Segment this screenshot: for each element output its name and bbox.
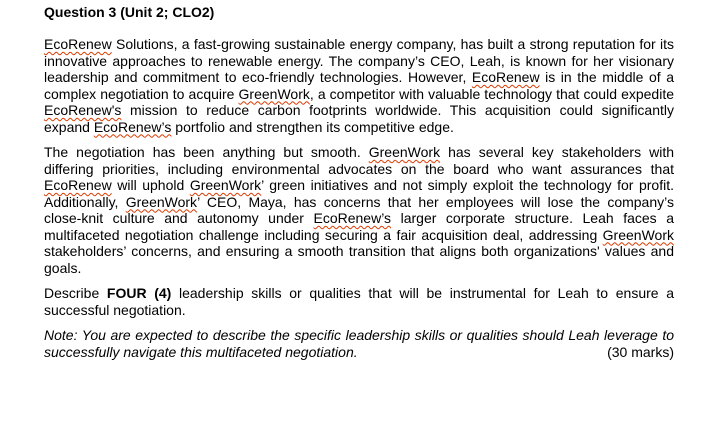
brand-name-ecorenew: EcoRenew’s [313,210,392,226]
brand-name-greenwork: GreenWork [602,226,674,243]
paragraph-text: mission to reduce carbon footprints worldwide. This acquisition could significantly expand [44,102,674,135]
brand-name-greenwork: GreenWork [238,85,310,102]
paragraph-text: will uphold [111,177,190,193]
skill-count: FOUR (4) [106,285,172,301]
paragraph-text: leadership skills or qualities that will be instrumental for Leah to ensure a successful negotiation. [44,285,674,318]
task-instruction [44,285,674,318]
scenario-paragraph-2 [44,144,674,276]
brand-name-ecorenew: EcoRenew [44,36,112,52]
scenario-paragraph-1 [44,36,674,135]
question-document [44,4,674,360]
marks-label: (30 marks) [607,343,674,360]
paragraph-text: Describe [44,285,107,301]
paragraph-text: ’ CEO, Maya, has concerns that her employees will lose the company’s close-knit culture and autonomy under [44,193,674,226]
brand-name-ecorenew: EcoRenew [471,69,540,85]
brand-name-ecorenew: EcoRenew [44,177,112,193]
paragraph-text: The negotiation has been anything but smooth. [44,144,369,160]
brand-name-greenwork: GreenWork [125,193,198,210]
note-paragraph [44,327,674,360]
brand-name-ecorenew: EcoRenew's [44,102,122,118]
paragraph-text: , a competitor with valuable technology that could expedite [309,85,674,102]
brand-name-ecorenew: EcoRenew’s [93,118,172,135]
paragraph-text: portfolio and strengthen its competitive edge. [171,118,454,135]
note-text: Note: You are expected to describe the specific leadership skills or qualities should Leah leverage to successfully navigate this multifaceted negotiation. [44,327,674,360]
question-title: Question 3 (Unit 2; CLO2) [44,4,215,20]
brand-name-greenwork: GreenWork [189,177,262,193]
paragraph-text: ’ green initiatives and not simply exploit the technology for profit. Additionally, [44,177,674,210]
paragraph-text: stakeholders’ concerns, and ensuring a smooth transition that aligns both organizations' values and goals. [44,243,674,276]
paragraph-text: has several key stakeholders with differing priorities, including environmental advocates on the board who want assurances that [44,144,674,177]
paragraph-text: is in the middle of a complex negotiation to acquire [44,69,674,102]
paragraph-text: larger corporate structure. Leah faces a multifaceted negotiation challenge including securing a fair acquisition deal, addressing [44,210,674,243]
paragraph-text: Solutions, a fast-growing sustainable energy company, has built a strong reputation for its innovative approaches to renewable energy. The company’s CEO, Leah, is known for her visionary leadership and commitment to eco-friendly technologies. However, [44,36,674,85]
brand-name-greenwork: GreenWork [368,144,441,160]
